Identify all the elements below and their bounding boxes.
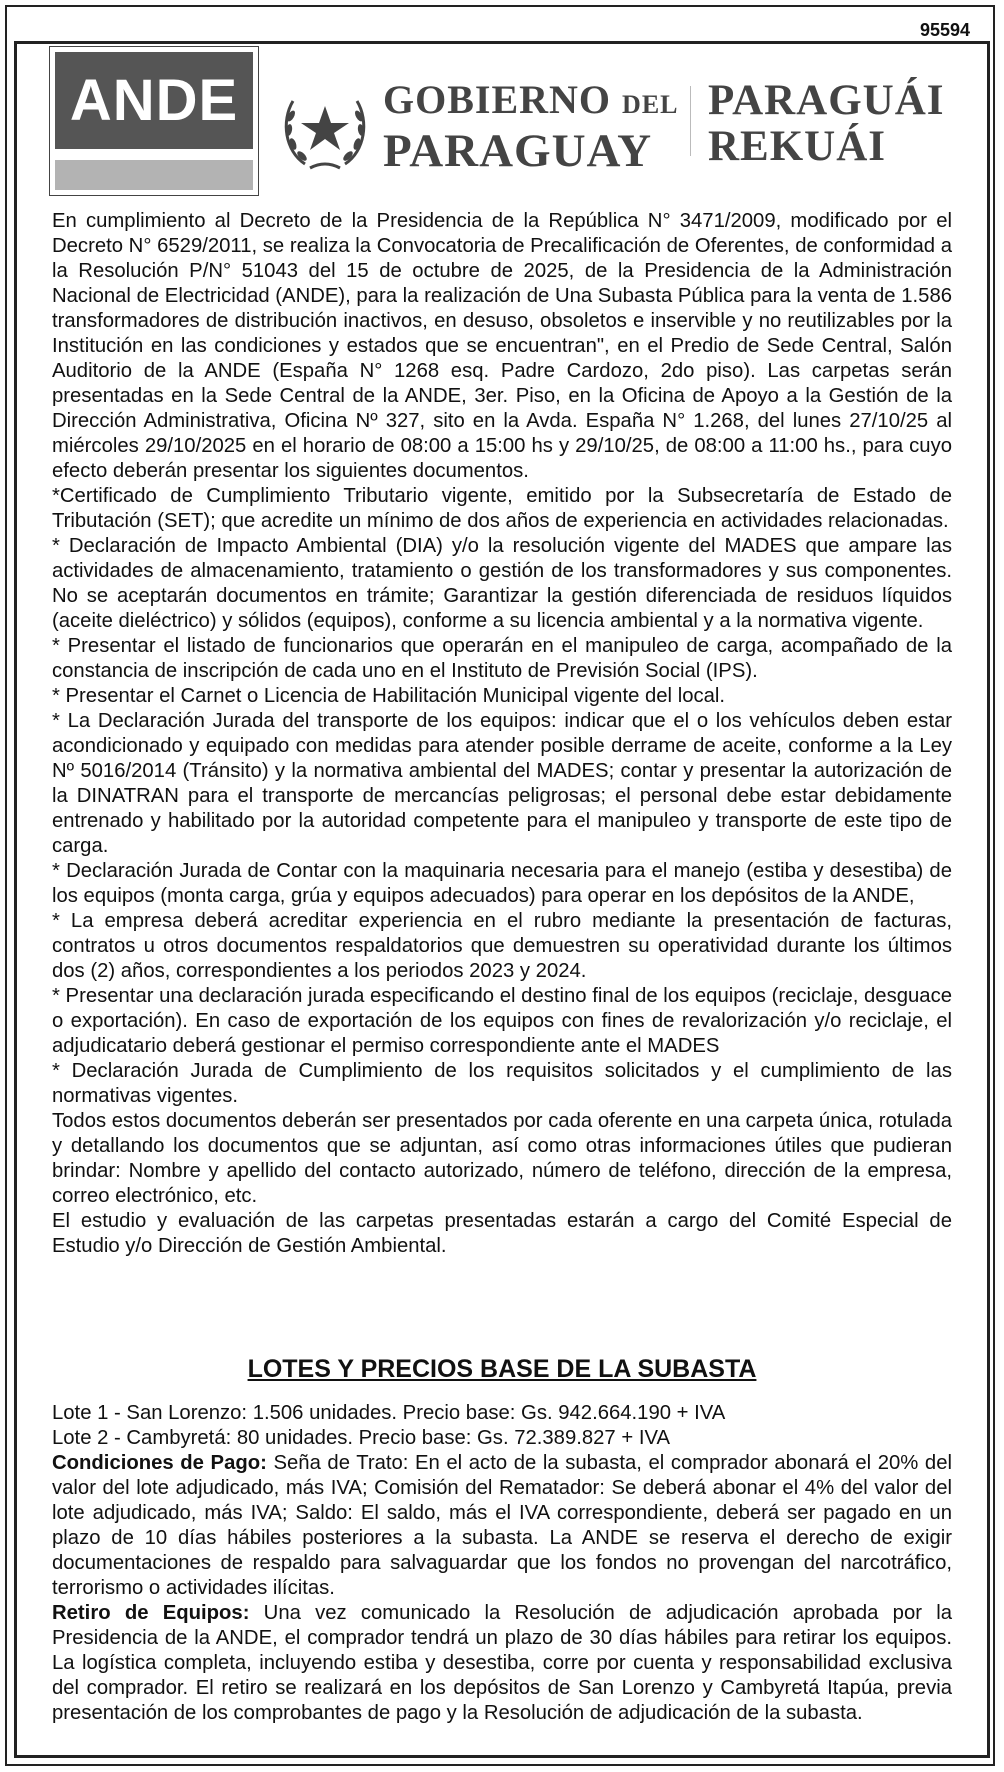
- lots-section: [52, 1401, 952, 1726]
- requirement-staff-list: * Presentar el listado de funcionarios que operarán en el manipuleo de carga, acompañado de la constancia de inscripción de cada uno en el Instituto de Previsión Social (IPS).: [52, 635, 952, 682]
- requirement-municipal-license: * Presentar el Carnet o Licencia de Habilitación Municipal vigente del local.: [52, 685, 726, 707]
- requirement-machinery-declaration: * Declaración Jurada de Contar con la maquinaria necesaria para el manejo (estiba y desestiba) de los equipos (monta carga, grúa y equipos adecuados) para operar en los depósitos de la ANDE,: [52, 860, 952, 907]
- equipment-removal: [52, 1601, 952, 1726]
- requirement-tax-certificate: *Certificado de Cumplimiento Tributario vigente, emitido por la Subsecretaría de Estado de Tributación (SET); que acredite un mínimo de dos años de experiencia en actividades relacionadas.: [52, 485, 952, 532]
- payment-conditions: [52, 1451, 952, 1601]
- removal-label: Retiro de Equipos:: [52, 1602, 250, 1624]
- requirement-final-destination: * Presentar una declaración jurada especificando el destino final de los equipos (reciclaje, desguace o exportación). En caso de exportación de los equipos con fines de revalorización y/o reciclaje, el adjudicatario deberá gestionar el permiso correspondiente ante el MADES: [52, 985, 952, 1057]
- lots-heading: LOTES Y PRECIOS BASE DE LA SUBASTA: [247, 1355, 757, 1383]
- removal-text: Una vez comunicado la Resolución de adjudicación aprobada por la Presidencia de la ANDE, el comprador tendrá un plazo de 30 días hábiles para retirar los equipos. La logística completa, incluyendo estiba y desestiba, corre por cuenta y responsabilidad exclusiva del comprador. El retiro se realizará en los depósitos de San Lorenzo y Cambyretá Itapúa, previa presentación de los comprobantes de pago y la Resolución de adjudicación de la subasta.: [52, 1602, 952, 1724]
- requirement-transport-declaration: * La Declaración Jurada del transporte de los equipos: indicar que el o los vehículos deben estar acondicionado y equipado con medidas para atender posible derrame de aceite, conforme a la Ley Nº 5016/2014 (Tránsito) y la normativa ambiental del MADES; contar y presentar la autorización de la DINATRAN para el transporte de mercancías peligrosas; el personal debe estar debidamente entrenado y habilitado por la autoridad competente para el manipuleo y transporte de este tipo de carga.: [52, 710, 952, 857]
- paragraph-intro: En cumplimiento al Decreto de la Presidencia de la República N° 3471/2009, modificado por el Decreto N° 6529/2011, se realiza la Convocatoria de Precalificación de Oferentes, de conformidad a la Resolución P/N° 51043 del 15 de octubre de 2025, de la Presidencia de la Administración Nacional de Electricidad (ANDE), para la realización de Una Subasta Pública para la venta de 1.586 transformadores de distribución inactivos, en desuso, obsoletos e inservible y no reutilizables por la Institución en las condiciones y estados que se encuentran", en el Predio de Sede Central, Salón Auditorio de la ANDE (España N° 1268 esq. Padre Cardozo, 2do piso). Las carpetas serán presentadas en la Sede Central de la ANDE, 3er. Piso, en la Oficina de Apoyo a la Gestión de la Dirección Administrativa, Oficina Nº 327, sito en la Avda. España N° 1.268, del lunes 27/10/25 al miércoles 29/10/2025 en el horario de 08:00 a 15:00 hs y 29/10/25, de 08:00 a 11:00 hs., para cuyo efecto deberán presentar los siguientes documentos.: [52, 210, 952, 482]
- announcement-body: [52, 209, 952, 1259]
- requirement-experience: * La empresa deberá acreditar experiencia en el rubro mediante la presentación de facturas, contratos u otros documentos respaldatorios que demuestren su operatividad durante los últimos dos (2) años, correspondientes a los periodos 2023 y 2024.: [52, 910, 952, 982]
- paraguai-word: PARAGUÁI: [708, 77, 945, 124]
- gobierno-del-word: DEL: [622, 90, 679, 119]
- paragraph-evaluation: El estudio y evaluación de las carpetas presentadas estarán a cargo del Comité Especial de Estudio y/o Dirección de Gestión Ambiental.: [52, 1210, 952, 1257]
- lot-item: Lote 2 - Cambyretá: 80 unidades. Precio base: Gs. 72.389.827 + IVA: [52, 1427, 671, 1449]
- ande-logo-bar: [55, 160, 253, 190]
- requirement-environmental-impact: * Declaración de Impacto Ambiental (DIA) y/o la resolución vigente del MADES que ampare las actividades de almacenamiento, tratamiento o gestión de los transformadores y sus componentes. No se aceptarán documentos en trámite; Garantizar la gestión diferenciada de residuos líquidos (aceite dieléctrico) y sólidos (equipos), conforme a su licencia ambiental y a la normativa vigente.: [52, 535, 952, 632]
- gobierno-word: GOBIERNO: [383, 77, 612, 122]
- paraguay-word: PARAGUAY: [383, 125, 653, 177]
- lot-item: Lote 1 - San Lorenzo: 1.506 unidades. Precio base: Gs. 942.664.190 + IVA: [52, 1402, 726, 1424]
- star-wreath-seal-icon: [275, 76, 375, 176]
- rekuai-word: REKUÁI: [708, 123, 887, 170]
- paragraph-submission: Todos estos documentos deberán ser presentados por cada oferente en una carpeta única, rotulada y detallando los documentos que se adjuntan, así como otras informaciones útiles que pudieran brindar: Nombre y apellido del contacto autorizado, número de teléfono, dirección de la empresa, correo electrónico, etc.: [52, 1110, 952, 1207]
- gobierno-wordmark: [383, 78, 679, 175]
- payment-text: Seña de Trato: En el acto de la subasta, el comprador abonará el 20% del valor del lote adjudicado, más IVA; Comisión del Rematador: Se deberá abonar el 4% del valor del lote adjudicado, más IVA; Saldo: El saldo, más el IVA correspondiente, deberá ser pagado en un plazo de 10 días hábiles posteriores a la subasta. La ANDE se reserva el derecho de exigir documentaciones de respaldo para salvaguardar que los fondos no provengan del narcotráfico, terrorismo o actividades ilícitas.: [52, 1452, 952, 1599]
- ande-logo: [49, 46, 259, 196]
- requirement-compliance-declaration: * Declaración Jurada de Cumplimiento de los requisitos solicitados y el cumplimiento de las normativas vigentes.: [52, 1060, 952, 1107]
- ad-number: 95594: [919, 20, 970, 40]
- logo-divider: [690, 86, 691, 156]
- paraguai-rekuai-wordmark: [708, 78, 945, 170]
- ande-logo-text: ANDE: [55, 52, 253, 149]
- payment-label: Condiciones de Pago:: [52, 1452, 267, 1474]
